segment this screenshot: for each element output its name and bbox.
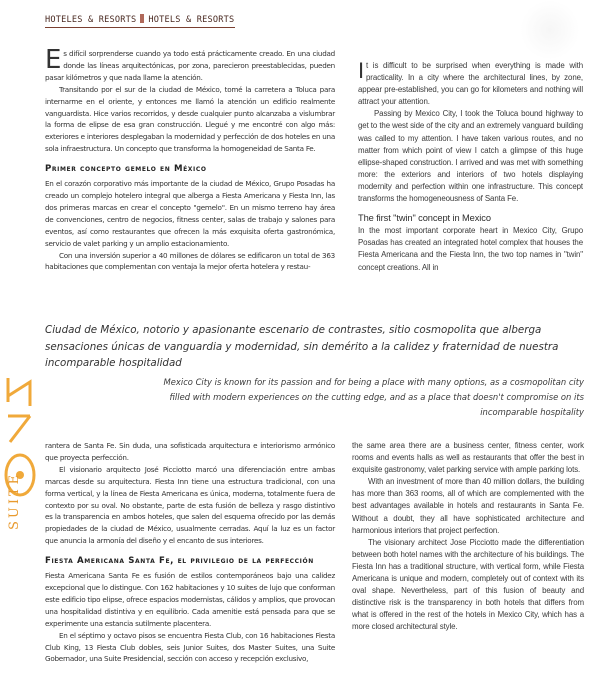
separator-square-icon bbox=[140, 14, 144, 23]
pull-quote-es: Ciudad de México, notorio y apasionante escenario de contrastes, sitio cosmopolita que alberga sensaciones únicas de vanguardia y modernidad, sin demérito a la calidez y fraternidad de nuestra incomparable hospitalidad bbox=[45, 324, 559, 369]
section-label-es: HOTELES & RESORTS bbox=[45, 15, 137, 25]
section-header bbox=[45, 14, 235, 28]
en-paragraph: The visionary architect Jose Picciotto made the differentiation between both hotel names with the architecture of his buildings. The Fiesta Inn has a traditional structure, with vertical form, while Fiesta Americana is unique and modern, completely out of context with its oval shape. Nevertheless, part of this fusion of beauty and distinctive risk is the transparency in both hotels that differs from what is offered in the rest of the hotels in Mexico City, which has a more closed architectural style. bbox=[352, 537, 584, 632]
english-column-top bbox=[358, 60, 583, 274]
en-intro-paragraph bbox=[358, 60, 583, 108]
en-paragraph: the same area there are a business center, fitness center, work rooms and events halls as well as restaurants that offer the best in exquisite gastronomy, valet parking service with ample parking lots. bbox=[352, 441, 584, 475]
es-paragraph: En el séptimo y octavo pisos se encuentra Fiesta Club, con 16 habitaciones Fiesta Club King, 13 Fiesta Club dobles, seis Junior Suites, dos Master Suites, una Suite Gobernador, una Suite Presidencial, sección con acceso y recepción exclusivo, bbox=[45, 630, 335, 664]
en-paragraph: In the most important corporate heart in Mexico City, Grupo Posadas has created an integrated hotel complex that houses the Fiesta Americana and the Fiesta Inn, the two top names in "twin" concept creations. All in bbox=[358, 226, 583, 272]
es-heading-fiesta-americana: Fiesta Americana Santa Fe, el privilegio de la perfección bbox=[45, 556, 314, 567]
spanish-column-top bbox=[45, 45, 335, 273]
dropcap-en: I bbox=[358, 58, 365, 83]
es-paragraph: Transitando por el sur de la ciudad de México, tomé la carretera a Toluca para internarme en el oriente, y entonces me llamó la atención un edificio realmente vanguardista. Hice varios recorridos, y desde cualquier punto alcanzaba a vislumbrar la forma de elipse de esa gran construcción. Llegué y me encontré con algo más: exteriores e interiores desplegaban la modernidad y perfección de dos hoteles en una sola infraestructura. Un concepto que transforma la homogeneidad de Santa Fe. bbox=[45, 84, 335, 154]
background-watermark bbox=[520, 0, 580, 60]
digit-7-shape bbox=[8, 416, 30, 442]
digit-4-shape bbox=[8, 378, 30, 406]
es-paragraph: Con una inversión superior a 40 millones de dólares se edificaron un total de 363 habitaciones que complementan con ventaja la mejor oferta hotelera y restau- bbox=[45, 250, 335, 272]
es-intro-text: s difícil sorprenderse cuando ya todo está prácticamente creado. En una ciudad donde las líneas arquitectónicas, por zona, parecieron preestablecidas, pueden pasar kilómetros y que nada llame la atención. bbox=[45, 49, 335, 82]
es-paragraph: En el corazón corporativo más importante de la ciudad de México, Grupo Posadas ha creado un complejo hotelero integral que alberga a Fiesta Americana y Fiesta Inn, las dos primeras marcas en crear el concepto "gemelo". En un mismo terreno hay área de convenciones, centro de negocios, fitness center, salas de trabajo y salones para eventos, así como restaurantes que ofrecen la más exquisita oferta gastronómica, servicio de valet parking y un amplio estacionamiento. bbox=[45, 179, 335, 248]
en-heading-twin-concept: The first "twin" concept in Mexico bbox=[358, 213, 491, 224]
en-paragraph: Passing by Mexico City, I took the Toluca bound highway to get to the west side of the city and an extremely vanguard building was called to my attention. I have taken various routes, and no matter from which point of view I catch a glimpse of this huge ellipse-shaped construction. I arrived and was met with something more: the exteriors and interiors of two hotels displaying modernity and perfection within one infrastructure. This concept transforms the homogeneousness of Santa Fe. bbox=[358, 109, 583, 204]
es-paragraph: rantera de Santa Fe. Sin duda, una sofisticada arquitectura e interiorismo armónico que proyecta perfección. bbox=[45, 441, 335, 462]
en-intro-text: t is difficult to be surprised when everything is made with practicality. In a city where the architectural lines, by zone, appear pre-established, you can go for kilometers and nothing will attract your attention. bbox=[358, 61, 583, 107]
section-label-en: HOTELS & RESORTS bbox=[148, 15, 235, 25]
es-heading-twin-concept: Primer concepto gemelo en México bbox=[45, 164, 207, 175]
magazine-name-graphic bbox=[2, 440, 26, 530]
en-paragraph: With an investment of more than 40 million dollars, the building has more than 363 rooms, all of which are complemented with the best advantages available in hotels and restaurants in Santa Fe. Without a doubt, they all have sophisticated architecture and harmonious interiors that project perfection. bbox=[352, 477, 584, 535]
magazine-name: SUITE bbox=[7, 471, 22, 530]
es-paragraph: El visionario arquitecto José Picciotto marcó una diferenciación entre ambas marcas desde su arquitectura. Fiesta Inn tiene una estructura tradicional, con una forma vertical, y la línea de Fiesta Americana es única, moderna, totalmente fuera de contexto por su oval. No obstante, parte de esta fusión de belleza y rasgo distintivo es la transparencia en ambos hoteles, que salen del esquema ofrecido por las demás propiedades de la ciudad de México, usualmente cerradas. Aquí la luz es un factor que anuncia la armonía del diseño y el encanto de sus interiores. bbox=[45, 464, 335, 546]
es-paragraph: Fiesta Americana Santa Fe es fusión de estilos contemporáneos bajo una calidez excepcional que lo distingue. Con 162 habitaciones y 10 suites de lujo que conforman este edificio tipo elipse, ofrece espacios modernistas, cálidos y amplios, que provocan una hospitalidad distintiva y en equilibrio. Cada amenitie está pensada para que se experimente una estancia sutilmente placentera. bbox=[45, 571, 335, 628]
dropcap-es: E bbox=[45, 45, 62, 75]
es-intro-paragraph bbox=[45, 45, 335, 84]
pull-quote-en: Mexico City is known for its passion and for being a place with many options, as a cosmopolitan city filled with modern experiences on the cutting edge, and as a place that doesn't compromise on its incomparable hospitality bbox=[163, 377, 584, 417]
english-column-bottom bbox=[352, 440, 584, 634]
spanish-column-bottom bbox=[45, 440, 335, 665]
